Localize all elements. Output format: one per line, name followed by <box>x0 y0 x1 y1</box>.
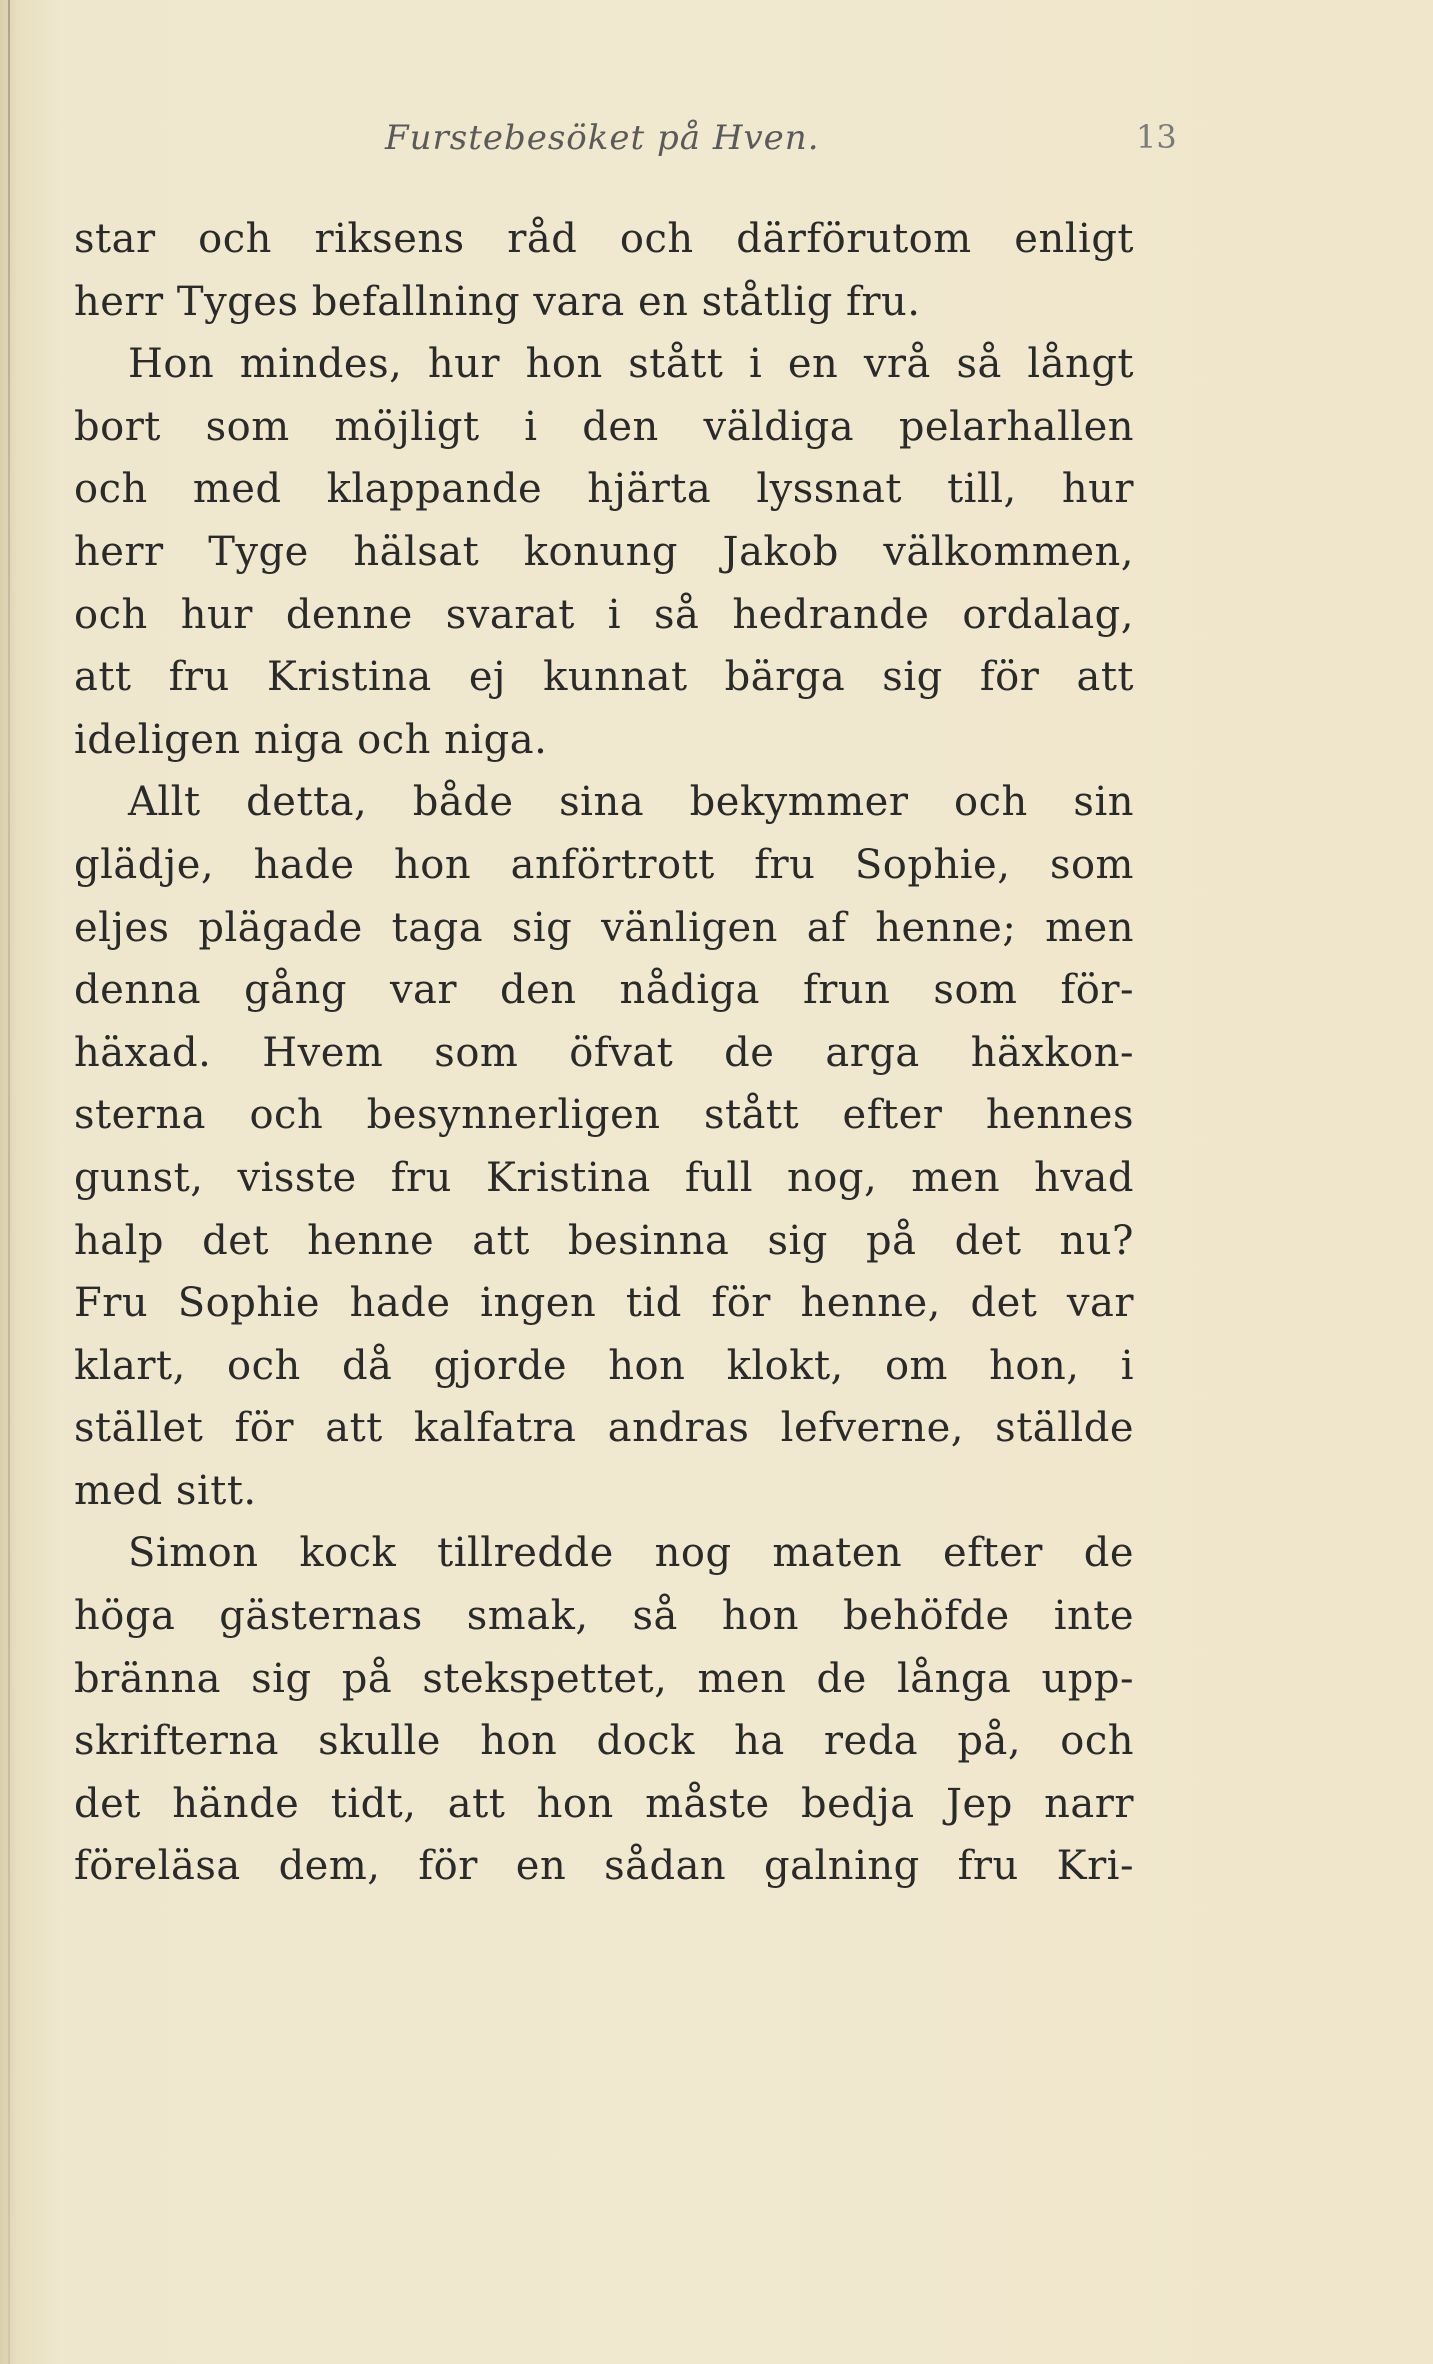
text-line: föreläsa dem, för en sådan galning fru Kri- <box>74 1843 1134 1890</box>
text-line: herr Tyges befallning vara en ståtlig fru. <box>74 278 921 325</box>
text-line: Allt detta, både sina bekymmer och sin <box>128 779 1134 826</box>
text-line: sterna och besynnerligen stått efter hennes <box>74 1092 1134 1139</box>
text-line: häxad. Hvem som öfvat de arga häxkon- <box>74 1029 1134 1076</box>
running-title: Furstebesöket på Hven. <box>385 118 820 158</box>
text-line: Simon kock tillredde nog maten efter de <box>128 1530 1134 1577</box>
text-line: eljes plägade taga sig vänligen af henne; men <box>74 904 1134 951</box>
text-line: skrifterna skulle hon dock ha reda på, och <box>74 1718 1134 1765</box>
text-line: klart, och då gjorde hon klokt, om hon, i <box>74 1342 1134 1389</box>
text-line: det hände tidt, att hon måste bedja Jep narr <box>74 1780 1134 1827</box>
text-line: stället för att kalfatra andras lefverne, ställde <box>74 1405 1134 1452</box>
text-line: Hon mindes, hur hon stått i en vrå så långt <box>128 341 1134 388</box>
text-line: star och riksens råd och därförutom enligt <box>74 216 1134 262</box>
text-line: och med klappande hjärta lyssnat till, hur <box>74 466 1134 513</box>
text-line: ideligen niga och niga. <box>74 716 548 763</box>
text-line: halp det henne att besinna sig på det nu? <box>74 1217 1134 1264</box>
text-line: herr Tyge hälsat konung Jakob välkommen, <box>74 528 1134 575</box>
text-line: Fru Sophie hade ingen tid för henne, det var <box>74 1280 1134 1327</box>
text-line: med sitt. <box>74 1467 257 1514</box>
text-line: glädje, hade hon anförtrott fru Sophie, som <box>74 841 1134 888</box>
text-line: att fru Kristina ej kunnat bärga sig för att <box>74 654 1134 701</box>
text-line: gunst, visste fru Kristina full nog, men hvad <box>74 1154 1134 1201</box>
text-line: bort som möjligt i den väldiga pelarhallen <box>74 403 1134 450</box>
page-header <box>0 118 1433 178</box>
text-line: höga gästernas smak, så hon behöfde inte <box>74 1593 1134 1640</box>
body-text <box>74 208 1134 1898</box>
page-number: 13 <box>1136 118 1177 156</box>
page-edge-shadow <box>8 0 10 2364</box>
text-line: och hur denne svarat i så hedrande ordalag, <box>74 591 1134 638</box>
text-line: denna gång var den nådiga frun som för- <box>74 967 1134 1014</box>
text-line: bränna sig på stekspettet, men de långa upp- <box>74 1655 1134 1702</box>
